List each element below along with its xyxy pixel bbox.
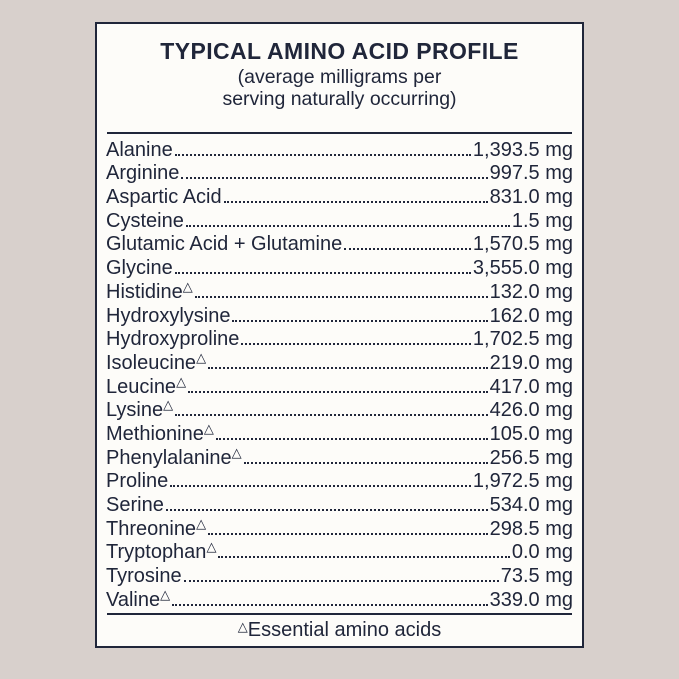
amino-acid-value: 0.0 mg xyxy=(511,541,573,564)
amino-acid-value: 162.0 mg xyxy=(489,304,573,327)
dotted-leader xyxy=(218,556,509,558)
dotted-leader xyxy=(241,343,471,345)
amino-acid-name: Histidine△ xyxy=(106,279,193,303)
table-row xyxy=(106,398,573,422)
amino-acid-table xyxy=(106,137,573,611)
table-row xyxy=(106,563,573,587)
table-row xyxy=(106,208,573,232)
table-row xyxy=(106,492,573,516)
subtitle xyxy=(106,67,573,110)
amino-acid-value: 1,702.5 mg xyxy=(472,328,573,351)
essential-marker-icon: △ xyxy=(196,516,207,532)
essential-marker-icon: △ xyxy=(203,421,214,437)
amino-acid-name: Lysine△ xyxy=(106,398,174,422)
amino-acid-name: Glutamic Acid + Glutamine xyxy=(106,233,343,256)
header-divider xyxy=(107,132,572,134)
amino-acid-name: Leucine△ xyxy=(106,374,187,398)
essential-marker-icon: △ xyxy=(176,374,187,390)
table-row xyxy=(106,184,573,208)
amino-acid-name: Proline xyxy=(106,470,169,493)
essential-marker-icon: △ xyxy=(231,445,242,461)
amino-acid-name: Valine△ xyxy=(106,587,171,611)
dotted-leader xyxy=(184,580,499,582)
essential-marker-icon: △ xyxy=(160,587,171,603)
amino-acid-value: 3,555.0 mg xyxy=(472,257,573,280)
amino-acid-name: Serine xyxy=(106,494,164,516)
dotted-leader xyxy=(244,462,488,464)
amino-acid-name: Methionine△ xyxy=(106,421,214,445)
footnote xyxy=(106,619,573,642)
essential-marker-icon: △ xyxy=(196,350,207,366)
table-row xyxy=(106,421,573,445)
footnote-text: Essential amino acids xyxy=(247,618,442,641)
amino-acid-name: Hydroxyproline xyxy=(106,328,240,351)
dotted-leader xyxy=(344,248,471,250)
dotted-leader xyxy=(216,438,488,440)
amino-acid-value: 426.0 mg xyxy=(489,399,573,422)
amino-acid-name: Phenylalanine△ xyxy=(106,445,242,469)
essential-marker-icon: △ xyxy=(163,398,174,414)
table-row xyxy=(106,587,573,611)
table-row xyxy=(106,374,573,398)
dotted-leader xyxy=(170,485,471,487)
amino-acid-value: 298.5 mg xyxy=(489,517,573,540)
amino-acid-label-card xyxy=(95,22,584,648)
essential-marker-icon: △ xyxy=(237,619,248,635)
amino-acid-value: 417.0 mg xyxy=(489,375,573,398)
subtitle-line-2: serving naturally occurring) xyxy=(222,87,457,110)
table-row xyxy=(106,540,573,564)
essential-marker-icon: △ xyxy=(206,540,217,556)
dotted-leader xyxy=(181,177,487,179)
dotted-leader xyxy=(186,225,510,227)
dotted-leader xyxy=(175,414,488,416)
amino-acid-value: 219.0 mg xyxy=(489,351,573,374)
table-row xyxy=(106,232,573,256)
dotted-leader xyxy=(208,367,488,369)
dotted-leader xyxy=(175,154,471,156)
amino-acid-name: Threonine△ xyxy=(106,516,207,540)
amino-acid-name: Tyrosine xyxy=(106,565,182,588)
amino-acid-value: 132.0 mg xyxy=(489,280,573,303)
page-title: TYPICAL AMINO ACID PROFILE xyxy=(160,38,519,64)
amino-acid-name: Hydroxylysine xyxy=(106,304,231,327)
amino-acid-value: 1.5 mg xyxy=(511,209,573,232)
amino-acid-value: 1,393.5 mg xyxy=(472,138,573,161)
table-row xyxy=(106,303,573,327)
amino-acid-value: 997.5 mg xyxy=(489,162,573,185)
table-row xyxy=(106,469,573,493)
amino-acid-name: Glycine xyxy=(106,257,173,280)
table-row xyxy=(106,137,573,161)
amino-acid-value: 1,972.5 mg xyxy=(472,470,573,493)
amino-acid-name: Tryptophan△ xyxy=(106,540,217,564)
amino-acid-name: Aspartic Acid xyxy=(106,186,222,209)
amino-acid-name: Arginine xyxy=(106,162,180,185)
dotted-leader xyxy=(208,533,488,535)
amino-acid-value: 73.5 mg xyxy=(500,565,573,588)
amino-acid-name: Isoleucine△ xyxy=(106,350,207,374)
table-row xyxy=(106,255,573,279)
dotted-leader xyxy=(232,320,487,322)
dotted-leader xyxy=(166,509,488,511)
amino-acid-name: Alanine xyxy=(106,138,173,161)
essential-marker-icon: △ xyxy=(182,279,193,295)
dotted-leader xyxy=(172,604,487,606)
subtitle-line-1: (average milligrams per xyxy=(237,66,442,88)
dotted-leader xyxy=(195,296,488,298)
dotted-leader xyxy=(175,272,471,274)
amino-acid-value: 105.0 mg xyxy=(489,422,573,445)
table-row xyxy=(106,279,573,303)
amino-acid-name: Cysteine xyxy=(106,209,184,232)
amino-acid-value: 534.0 mg xyxy=(489,494,573,516)
amino-acid-value: 1,570.5 mg xyxy=(472,233,573,256)
table-row xyxy=(106,516,573,540)
table-row xyxy=(106,350,573,374)
table-row xyxy=(106,445,573,469)
amino-acid-value: 256.5 mg xyxy=(489,446,573,469)
dotted-leader xyxy=(188,391,488,393)
table-row xyxy=(106,327,573,351)
table-row xyxy=(106,161,573,185)
dotted-leader xyxy=(224,201,488,203)
amino-acid-value: 339.0 mg xyxy=(489,588,573,611)
amino-acid-value: 831.0 mg xyxy=(489,186,573,209)
footer-divider xyxy=(107,613,572,615)
